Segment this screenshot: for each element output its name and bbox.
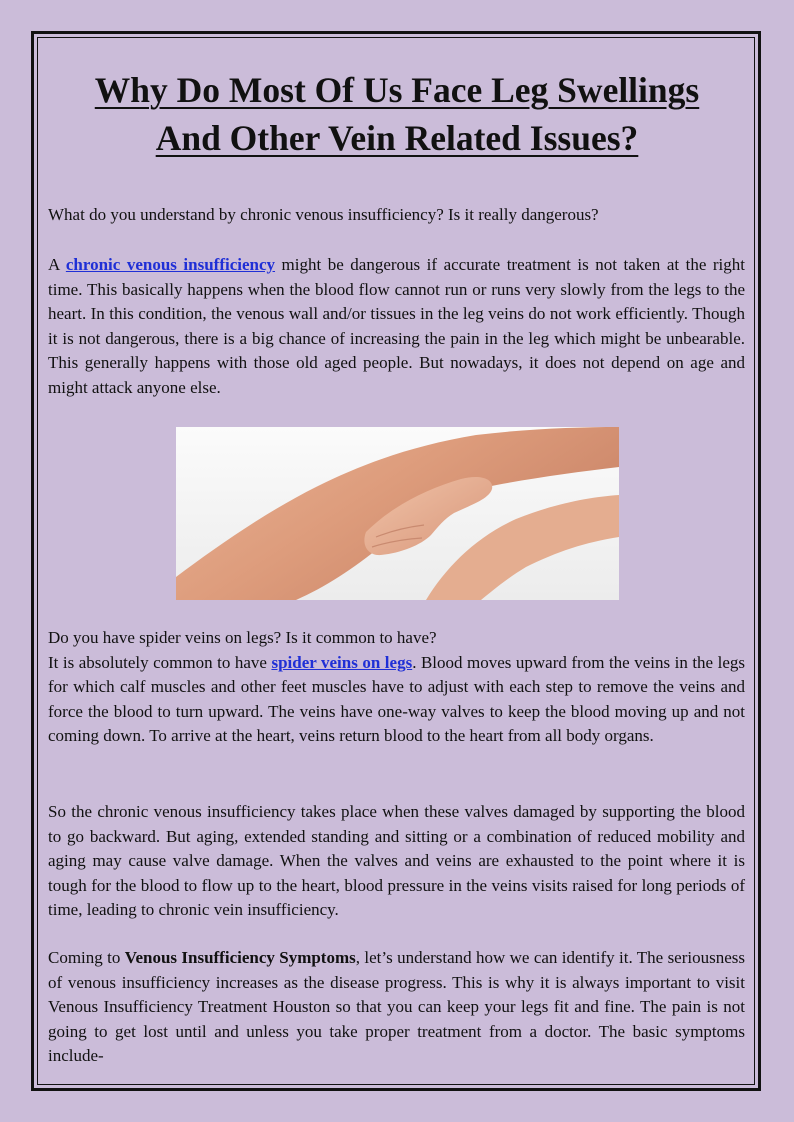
para4-text: , let’s understand how we can identify it. The seriousness of venous insufficiency increases as the disease progress. This is why it is always important to visit Venous Insufficiency Treatment Houston so that you can keep your legs fit and fine. The pain is not going to get lost until and unless you take proper treatment from a doctor. The basic symptoms include-	[48, 948, 746, 1065]
page-title	[40, 66, 754, 162]
title-line-1: Why Do Most Of Us Face Leg Swellings	[94, 70, 700, 110]
para1-prefix: A	[48, 255, 66, 274]
spider-veins-link[interactable]: spider veins on legs	[271, 652, 413, 672]
leg-photo	[176, 427, 619, 600]
paragraph-4	[48, 946, 745, 1069]
paragraph-3	[48, 800, 745, 923]
paragraph-2	[48, 626, 745, 749]
para2-prefix: It is absolutely common to have	[48, 652, 272, 672]
para2-text: . Blood moves upward from the veins in the legs for which calf muscles and other feet muscles have to adjust with each step to remove the veins and force the blood to turn upward. The veins have one-way valves to keep the blood moving up and not coming down. To arrive at the heart, veins return blood to the heart from all body organs.	[48, 652, 745, 745]
chronic-venous-insufficiency-link[interactable]: chronic venous insufficiency	[65, 255, 276, 274]
para1-text: might be dangerous if accurate treatment is not taken at the right time. This basically happens when the blood flow cannot run or runs very slowly from the legs to the heart. In this condition, the venous wall and/or tissues in the leg veins do not work efficiently. Though it is not dangerous, there is a big chance of increasing the pain in the leg which might be unbearable. This generally happens with those old aged people. But nowadays, it does not depend on age and might attack anyone else.	[48, 255, 745, 397]
leg-photo-illustration	[176, 427, 619, 600]
spider-veins-question: Do you have spider veins on legs? Is it common to have?	[48, 628, 437, 647]
venous-insufficiency-symptoms-bold: Venous Insufficiency Symptoms	[124, 948, 356, 967]
title-line-2: And Other Vein Related Issues?	[155, 118, 639, 158]
intro-text: What do you understand by chronic venous insufficiency? Is it really dangerous?	[48, 205, 599, 224]
para4-prefix: Coming to	[48, 948, 125, 967]
paragraph-1	[48, 253, 745, 400]
intro-question	[48, 203, 745, 228]
para3-text: So the chronic venous insufficiency takes place when these valves damaged by supporting the blood to go backward. But aging, extended standing and sitting or a combination of reduced mobility and aging may cause valve damage. When the valves and veins are exhausted to the point where it is tough for the blood to flow up to the heart, blood pressure in the veins visits raised for long periods of time, leading to chronic vein insufficiency.	[48, 802, 745, 919]
